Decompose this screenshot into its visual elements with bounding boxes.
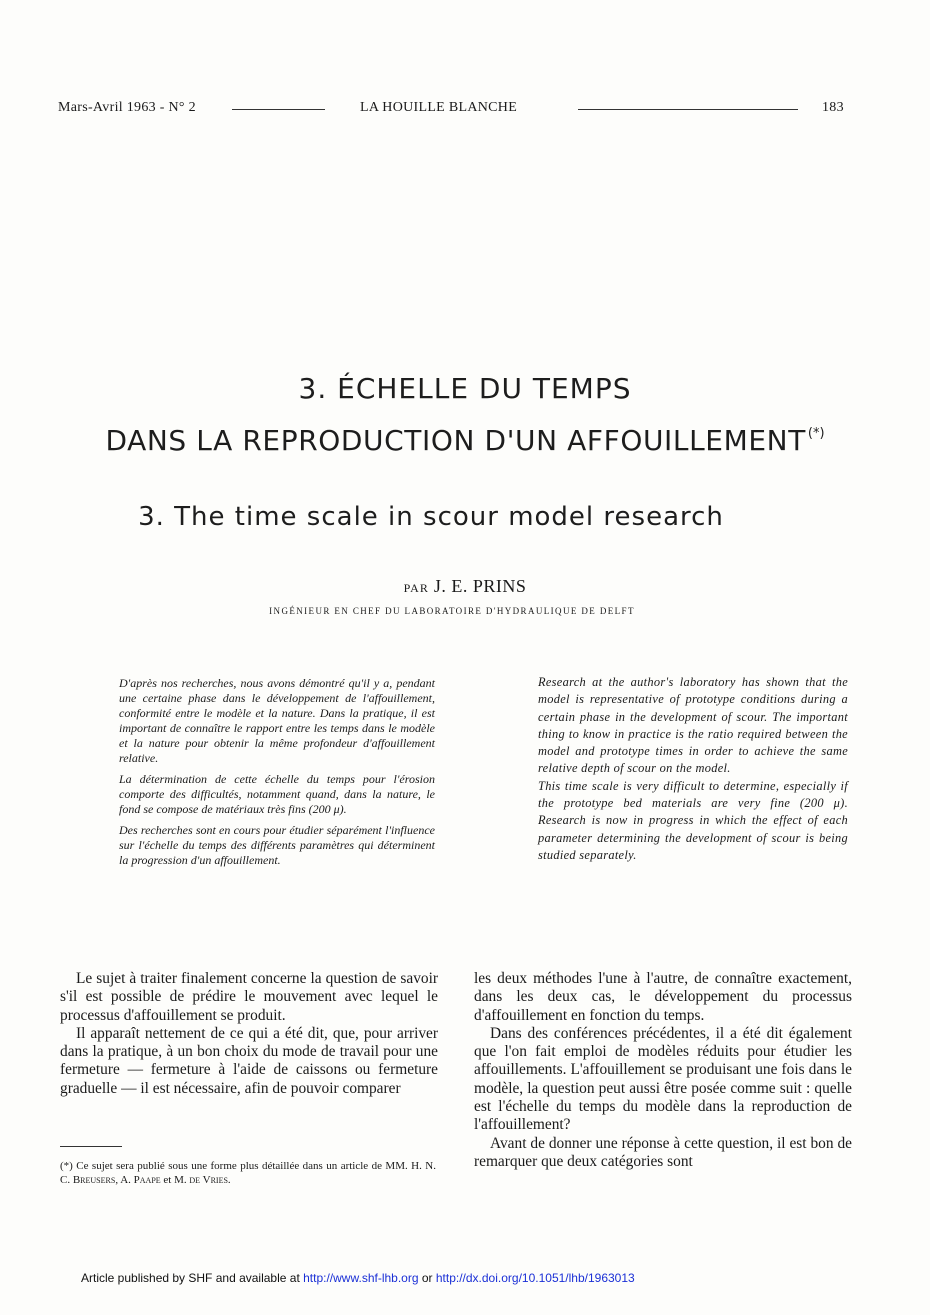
- footnote-rule: [60, 1146, 122, 1147]
- footnote-separator: et M.: [160, 1173, 190, 1186]
- footnote: [60, 1160, 436, 1187]
- body-paragraph: Avant de donner une réponse à cette question, il est bon de remarquer que deux catégories sont: [474, 1134, 852, 1170]
- title-line-1: 3. ÉCHELLE DU TEMPS: [298, 372, 632, 405]
- doi-link[interactable]: http://dx.doi.org/10.1051/lhb/1963013: [435, 1271, 635, 1285]
- body-column-right: [474, 970, 852, 1171]
- abstract-en-paragraph: Research at the author's laboratory has shown that the model is representative of prototype conditions during a certain phase in the development of scour. The important thing to know in practice is the ratio required between the model and prototype times in order to achieve the same relative depth of scour on the model.: [538, 675, 848, 776]
- abstract-english: [538, 674, 848, 864]
- footer-text: Article published by SHF and available at: [81, 1271, 304, 1285]
- body-paragraph: Il apparaît nettement de ce qui a été dit, que, pour arriver dans la pratique, à un bon choix du mode de travail pour une fermeture — fermeture à l'aide de caissons ou fermeture graduelle — il est nécessaire, afin de pouvoir comparer: [60, 1024, 438, 1097]
- journal-name: LA HOUILLE BLANCHE: [360, 100, 518, 115]
- header-rule-left: [232, 109, 325, 110]
- footnote-separator: , A.: [115, 1173, 134, 1186]
- publication-footer: [81, 1271, 635, 1285]
- title-line-2-text: DANS LA REPRODUCTION D'UN AFFOUILLEMENT: [105, 424, 806, 457]
- abstract-fr-paragraph: D'après nos recherches, nous avons démontré qu'il y a, pendant une certaine phase dans le développement de l'affouillement, conformité entre le modèle et la nature. Dans la pratique, il est important de connaître le rapport entre les temps dans le modèle et la nature pour obtenir la même profondeur d'affouillement relative.: [119, 676, 435, 765]
- title-line-2: [0, 424, 930, 457]
- title-footnote-mark: (*): [807, 426, 825, 441]
- footer-or: or: [418, 1271, 436, 1285]
- author-prefix: PAR: [403, 581, 429, 595]
- body-paragraph: Le sujet à traiter finalement concerne la question de savoir s'il est possible de prédire le mouvement avec lequel le processus d'affouillement se produit.: [60, 970, 438, 1024]
- abstract-en-paragraph: This time scale is very difficult to determine, especially if the prototype bed materials are very fine (200 μ). Research is now in progress in which the effect of each parameter determining the development of scour is being studied separately.: [538, 778, 848, 862]
- footnote-end: .: [227, 1173, 231, 1186]
- abstract-fr-paragraph: La détermination de cette échelle du temps pour l'érosion comporte des difficultés, notamment quand, dans la nature, le fond se compose de matériaux très fins (200 μ).: [119, 772, 435, 816]
- body-column-left: [60, 970, 438, 1098]
- english-title: 3. The time scale in scour model research: [138, 502, 724, 532]
- footnote-author-name: Breusers: [72, 1173, 116, 1186]
- author-line: [0, 576, 930, 597]
- body-paragraph: Dans des conférences précédentes, il a été dit également que l'on fait emploi de modèles réduits pour étudier les affouillements. L'affouillement se produisant une fois dans le modèle, la question peut aussi être posée comme suit : quelle est l'échelle du temps du modèle dans la reproduction de l'affouillement?: [474, 1024, 852, 1134]
- abstract-french: [119, 676, 435, 874]
- header-rule-right: [578, 109, 798, 110]
- issue-info: Mars-Avril 1963 - N° 2: [58, 100, 196, 115]
- footnote-text: (*) Ce sujet sera publié sous une forme plus détaillée dans un article de MM. H. N. C.: [60, 1160, 436, 1186]
- footnote-author-name: de Vries: [189, 1173, 228, 1186]
- body-paragraph: les deux méthodes l'une à l'autre, de connaître exactement, dans les deux cas, le développement du processus d'affouillement en fonction du temps.: [474, 970, 852, 1024]
- page-number: 183: [822, 100, 844, 115]
- footnote-author-name: Paape: [133, 1173, 161, 1186]
- author-name: J. E. PRINS: [433, 576, 527, 596]
- author-affiliation: INGÉNIEUR EN CHEF DU LABORATOIRE D'HYDRAULIQUE DE DELFT: [269, 606, 635, 616]
- shf-website-link[interactable]: http://www.shf-lhb.org: [303, 1271, 419, 1285]
- abstract-fr-paragraph: Des recherches sont en cours pour étudier séparément l'influence sur l'échelle du temps des différents paramètres qui déterminent la progression d'un affouillement.: [119, 823, 435, 867]
